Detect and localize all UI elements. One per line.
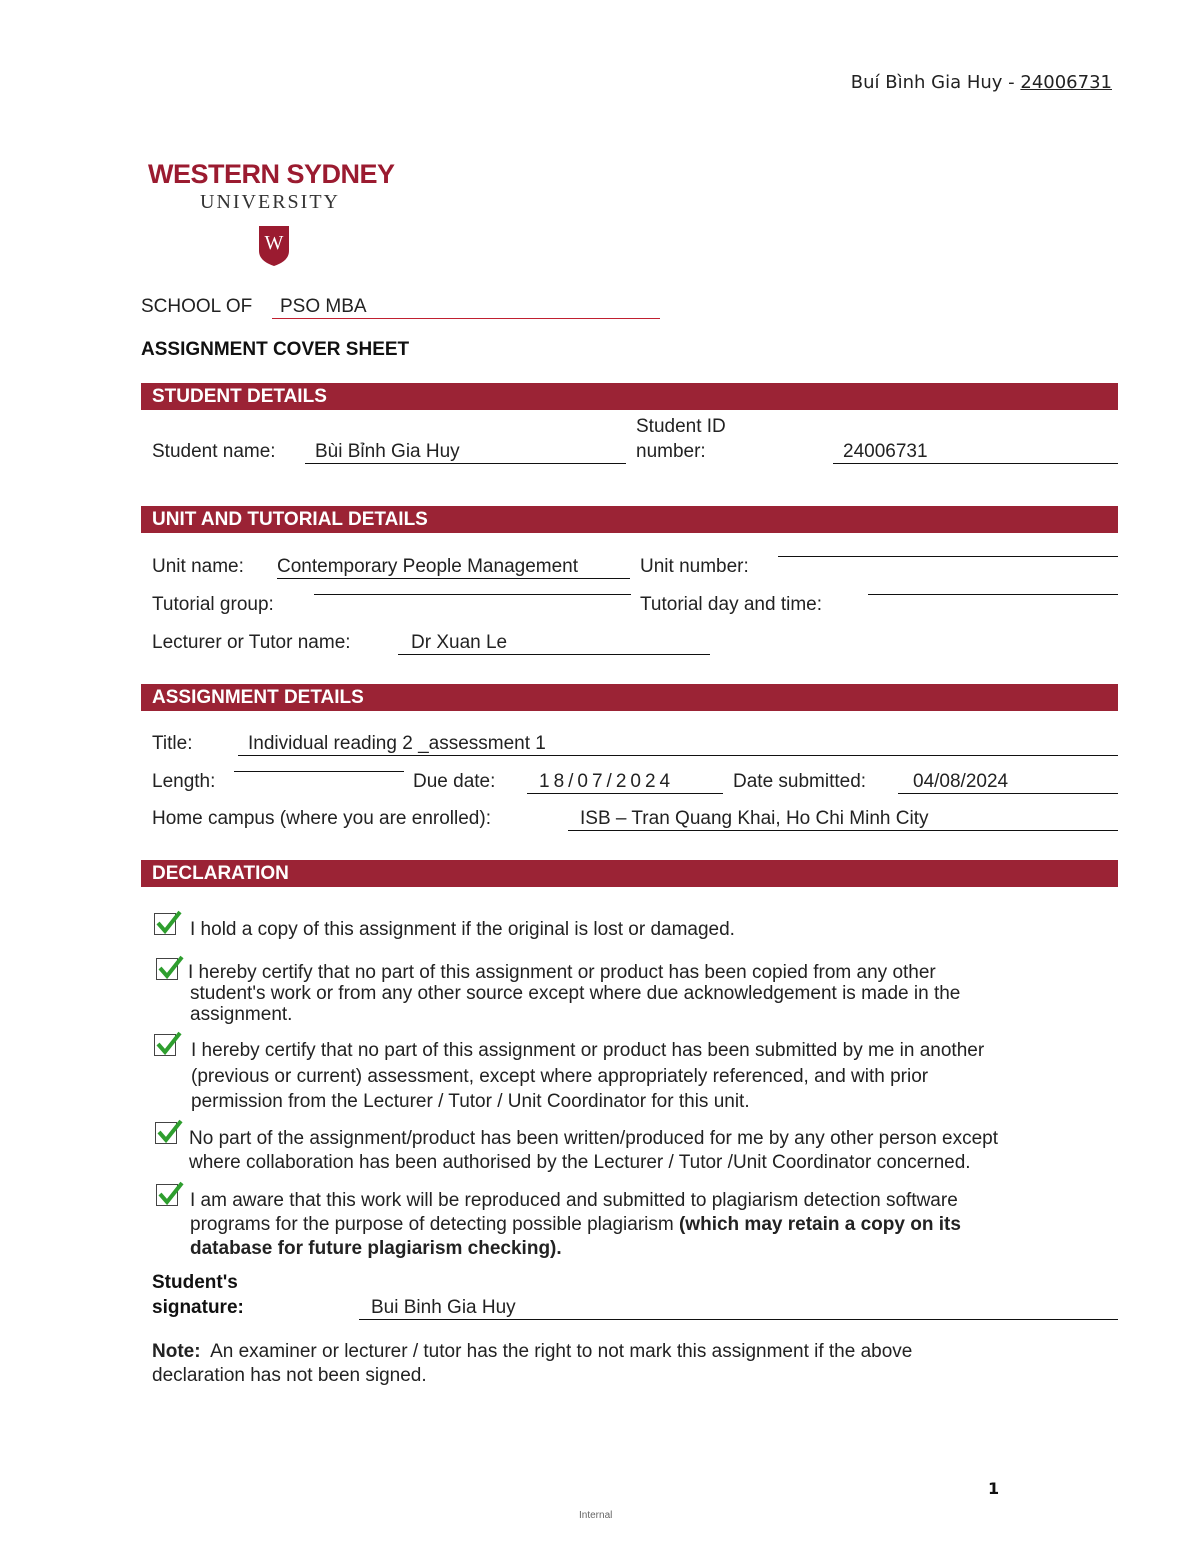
checkmark-icon [156,1179,184,1207]
unit-name-label: Unit name: [152,556,244,577]
school-value: PSO MBA [280,296,367,317]
tutorial-day-field[interactable] [868,594,1118,595]
declaration-checkbox-2[interactable] [156,958,178,980]
due-date-label: Due date: [413,771,496,792]
tutorial-group-field[interactable] [314,594,631,595]
unit-number-field[interactable] [778,556,1118,557]
student-id-label-line2: number: [636,441,706,462]
declaration-text-1: I hold a copy of this assignment if the original is lost or damaged. [190,919,735,940]
declaration-5-line3: database for future plagiarism checking). [190,1238,562,1259]
date-submitted-value: 04/08/2024 [913,771,1009,792]
declaration-5-line2-bold: (which may retain a copy on its [678,1214,961,1235]
due-date-value: 18/07/2024 [539,771,675,792]
declaration-2-line2: student's work or from any other source except where due acknowledgement is made in the [190,983,961,1004]
university-logo [140,155,412,273]
unit-name-field[interactable] [277,556,630,579]
student-id-label-line1: Student ID [636,416,726,437]
logo-line2: UNIVERSITY [200,191,340,213]
declaration-2-line3: assignment. [190,1004,293,1025]
signature-label-line1: Student's [152,1272,238,1293]
declaration-4-line1: No part of the assignment/product has been written/produced for me by any other person except [189,1128,999,1149]
lecturer-label: Lecturer or Tutor name: [152,632,351,653]
declaration-2-line1: I hereby certify that no part of this assignment or product has been copied from any other [188,962,936,983]
student-id-field[interactable] [833,441,1118,464]
checkmark-icon [156,953,184,981]
declaration-checkbox-3[interactable] [154,1034,176,1056]
signature-value: Bui Binh Gia Huy [371,1297,516,1318]
declaration-3-line2: (previous or current) assessment, except where appropriately referenced, and with prior [191,1065,929,1087]
section-assignment-details: ASSIGNMENT DETAILS [141,684,1118,711]
shield-icon [258,225,290,267]
declaration-text-4 [189,1127,998,1175]
header-student-id: 24006731 [1020,72,1112,93]
declaration-4-line2: where collaboration has been authorised by the Lecturer / Tutor /Unit Coordinator concerned. [189,1152,971,1173]
school-field[interactable] [272,296,660,319]
declaration-checkbox-5[interactable] [156,1184,178,1206]
checkmark-icon [154,1029,182,1057]
declaration-3-line3: permission from the Lecturer / Tutor / Unit Coordinator for this unit. [191,1091,750,1112]
classification-label: Internal [579,1510,613,1521]
student-name-field[interactable] [305,441,626,464]
note-line2: declaration has not been signed. [152,1365,427,1386]
lecturer-field[interactable] [398,632,710,655]
tutorial-day-label: Tutorial day and time: [640,594,822,615]
campus-field[interactable] [568,808,1118,831]
school-label: SCHOOL OF [141,296,253,317]
declaration-text-3 [191,1038,984,1115]
svg-text:W: W [264,232,284,254]
logo-line1: WESTERN SYDNEY [148,159,395,189]
student-name-value: Bùi Bỉnh Gia Huy [315,441,460,462]
lecturer-value: Dr Xuan Le [411,632,508,653]
unit-number-label: Unit number: [640,556,749,577]
declaration-5-line2-plain: programs for the purpose of detecting possible plagiarism [190,1214,679,1235]
title-label: Title: [152,733,193,754]
date-submitted-field[interactable] [898,771,1118,794]
section-unit-details: UNIT AND TUTORIAL DETAILS [141,506,1118,533]
title-field[interactable] [238,733,1118,756]
signature-label-line2: signature: [152,1297,244,1318]
declaration-5-line1: I am aware that this work will be reproduced and submitted to plagiarism detection software [190,1190,958,1211]
note [152,1340,912,1388]
length-label: Length: [152,771,216,792]
campus-value: ISB – Tran Quang Khai, Ho Chi Minh City [580,808,929,829]
tutorial-group-label: Tutorial group: [152,594,274,615]
declaration-text-2 [188,962,960,1025]
campus-label: Home campus (where you are enrolled): [152,808,491,829]
section-student-details: STUDENT DETAILS [141,383,1118,410]
length-field[interactable] [234,771,404,772]
due-date-field[interactable] [527,771,723,794]
unit-name-value: Contemporary People Management [277,556,579,577]
title-value: Individual reading 2 _assessment 1 [248,733,546,754]
page-number: 1 [988,1479,1000,1498]
student-name-label: Student name: [152,441,276,462]
student-id-value: 24006731 [843,441,928,462]
checkmark-icon [155,1117,183,1145]
declaration-checkbox-4[interactable] [155,1122,177,1144]
date-submitted-label: Date submitted: [733,771,867,792]
signature-field[interactable] [359,1297,1118,1320]
header-name: Buí Bình Gia Huy - [850,72,1021,93]
note-line1: An examiner or lecturer / tutor has the right to not mark this assignment if the above [210,1341,913,1362]
section-declaration: DECLARATION [141,860,1118,887]
declaration-3-line1: I hereby certify that no part of this assignment or product has been submitted by me in another [191,1040,985,1061]
header-author [851,72,1112,93]
declaration-checkbox-1[interactable] [154,913,176,935]
note-label: Note: [152,1341,201,1362]
declaration-text-5 [190,1189,961,1261]
page-title: ASSIGNMENT COVER SHEET [141,339,410,360]
checkmark-icon [154,908,182,936]
